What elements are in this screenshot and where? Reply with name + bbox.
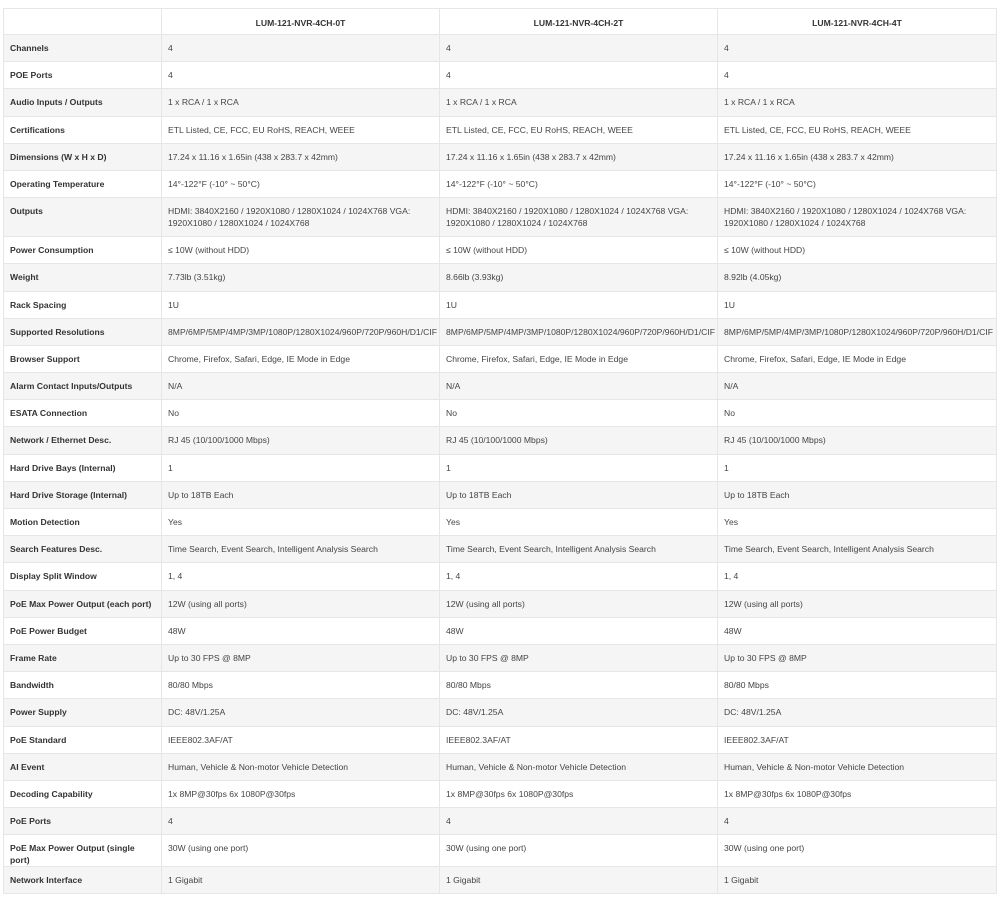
header-cell-corner [4, 9, 162, 35]
row-value: 1 Gigabit [440, 867, 718, 894]
row-value: Time Search, Event Search, Intelligent Analysis Search [162, 536, 440, 563]
row-value: 17.24 x 11.16 x 1.65in (438 x 283.7 x 42mm) [440, 143, 718, 170]
row-value: 1 [440, 454, 718, 481]
row-label: Power Consumption [4, 237, 162, 264]
table-row [4, 617, 997, 644]
table-row [4, 143, 997, 170]
row-label: PoE Ports [4, 808, 162, 835]
row-value: 1x 8MP@30fps 6x 1080P@30fps [440, 780, 718, 807]
row-value: Time Search, Event Search, Intelligent Analysis Search [440, 536, 718, 563]
row-label: Audio Inputs / Outputs [4, 89, 162, 116]
row-value: Human, Vehicle & Non-motor Vehicle Detection [162, 753, 440, 780]
row-label: PoE Max Power Output (single port) [4, 835, 162, 867]
row-value: IEEE802.3AF/AT [440, 726, 718, 753]
row-value: 1 x RCA / 1 x RCA [162, 89, 440, 116]
row-value: IEEE802.3AF/AT [718, 726, 997, 753]
row-value: 1 Gigabit [718, 867, 997, 894]
row-value: 8.92lb (4.05kg) [718, 264, 997, 291]
row-value: 8MP/6MP/5MP/4MP/3MP/1080P/1280X1024/960P/720P/960H/D1/CIF [718, 318, 997, 345]
row-value: 1, 4 [718, 563, 997, 590]
row-value: Chrome, Firefox, Safari, Edge, IE Mode in Edge [440, 345, 718, 372]
row-label: POE Ports [4, 62, 162, 89]
table-row [4, 427, 997, 454]
spec-comparison-table [3, 8, 997, 894]
row-value: ETL Listed, CE, FCC, EU RoHS, REACH, WEEE [440, 116, 718, 143]
row-value: Up to 30 FPS @ 8MP [440, 644, 718, 671]
row-value: ETL Listed, CE, FCC, EU RoHS, REACH, WEEE [718, 116, 997, 143]
table-row [4, 373, 997, 400]
row-value: 8MP/6MP/5MP/4MP/3MP/1080P/1280X1024/960P/720P/960H/D1/CIF [440, 318, 718, 345]
row-value: 12W (using all ports) [440, 590, 718, 617]
row-value: N/A [162, 373, 440, 400]
row-value: 4 [718, 808, 997, 835]
row-value: 1x 8MP@30fps 6x 1080P@30fps [162, 780, 440, 807]
table-header [4, 9, 997, 35]
row-value: No [718, 400, 997, 427]
table-row [4, 62, 997, 89]
row-label: Motion Detection [4, 509, 162, 536]
row-value: 14°-122°F (-10° ~ 50°C) [440, 170, 718, 197]
row-value: Yes [718, 509, 997, 536]
row-value: HDMI: 3840X2160 / 1920X1080 / 1280X1024 / 1024X768 VGA: 1920X1080 / 1280X1024 / 1024X768 [440, 198, 718, 237]
row-value: 80/80 Mbps [162, 672, 440, 699]
row-value: RJ 45 (10/100/1000 Mbps) [718, 427, 997, 454]
row-value: 1x 8MP@30fps 6x 1080P@30fps [718, 780, 997, 807]
row-value: 8.66lb (3.93kg) [440, 264, 718, 291]
row-label: AI Event [4, 753, 162, 780]
row-value: 17.24 x 11.16 x 1.65in (438 x 283.7 x 42mm) [718, 143, 997, 170]
row-value: 4 [440, 35, 718, 62]
row-label: Network Interface [4, 867, 162, 894]
row-value: ≤ 10W (without HDD) [718, 237, 997, 264]
row-value: 1 [718, 454, 997, 481]
table-row [4, 89, 997, 116]
row-label: Outputs [4, 198, 162, 237]
table-row [4, 237, 997, 264]
table-row [4, 808, 997, 835]
row-value: Chrome, Firefox, Safari, Edge, IE Mode in Edge [718, 345, 997, 372]
row-label: Weight [4, 264, 162, 291]
table-row [4, 726, 997, 753]
row-value: 30W (using one port) [718, 835, 997, 867]
row-label: Search Features Desc. [4, 536, 162, 563]
row-value: IEEE802.3AF/AT [162, 726, 440, 753]
row-label: Hard Drive Bays (Internal) [4, 454, 162, 481]
row-label: Bandwidth [4, 672, 162, 699]
row-value: RJ 45 (10/100/1000 Mbps) [162, 427, 440, 454]
row-value: 12W (using all ports) [162, 590, 440, 617]
row-label: PoE Power Budget [4, 617, 162, 644]
row-value: 4 [440, 62, 718, 89]
row-label: Operating Temperature [4, 170, 162, 197]
row-value: Up to 18TB Each [440, 481, 718, 508]
row-label: Power Supply [4, 699, 162, 726]
row-value: 4 [718, 35, 997, 62]
table-row [4, 400, 997, 427]
table-row [4, 563, 997, 590]
row-value: DC: 48V/1.25A [162, 699, 440, 726]
row-value: 4 [440, 808, 718, 835]
table-body [4, 35, 997, 894]
table-row [4, 835, 997, 867]
header-cell-model: LUM-121-NVR-4CH-0T [162, 9, 440, 35]
row-value: 48W [718, 617, 997, 644]
row-value: 1U [718, 291, 997, 318]
table-row [4, 867, 997, 894]
row-label: Supported Resolutions [4, 318, 162, 345]
table-row [4, 481, 997, 508]
row-value: 4 [162, 808, 440, 835]
row-value: Chrome, Firefox, Safari, Edge, IE Mode in Edge [162, 345, 440, 372]
row-value: 1 [162, 454, 440, 481]
row-value: 14°-122°F (-10° ~ 50°C) [162, 170, 440, 197]
row-label: Certifications [4, 116, 162, 143]
header-cell-model: LUM-121-NVR-4CH-2T [440, 9, 718, 35]
row-value: ≤ 10W (without HDD) [440, 237, 718, 264]
table-row [4, 264, 997, 291]
row-value: 48W [440, 617, 718, 644]
header-cell-model: LUM-121-NVR-4CH-4T [718, 9, 997, 35]
row-label: Channels [4, 35, 162, 62]
row-value: ETL Listed, CE, FCC, EU RoHS, REACH, WEEE [162, 116, 440, 143]
row-value: 1 Gigabit [162, 867, 440, 894]
row-value: 80/80 Mbps [718, 672, 997, 699]
spec-table-container [3, 8, 996, 894]
row-value: 1 x RCA / 1 x RCA [440, 89, 718, 116]
table-row [4, 699, 997, 726]
row-value: DC: 48V/1.25A [440, 699, 718, 726]
row-value: 80/80 Mbps [440, 672, 718, 699]
row-value: 1, 4 [440, 563, 718, 590]
row-value: 4 [162, 35, 440, 62]
row-label: Rack Spacing [4, 291, 162, 318]
row-value: 7.73lb (3.51kg) [162, 264, 440, 291]
row-value: 14°-122°F (-10° ~ 50°C) [718, 170, 997, 197]
row-value: 30W (using one port) [440, 835, 718, 867]
row-value: N/A [440, 373, 718, 400]
row-value: Human, Vehicle & Non-motor Vehicle Detection [440, 753, 718, 780]
table-row [4, 509, 997, 536]
table-row [4, 536, 997, 563]
row-label: PoE Standard [4, 726, 162, 753]
row-value: No [162, 400, 440, 427]
table-row [4, 644, 997, 671]
row-label: Hard Drive Storage (Internal) [4, 481, 162, 508]
row-label: Network / Ethernet Desc. [4, 427, 162, 454]
row-value: 17.24 x 11.16 x 1.65in (438 x 283.7 x 42mm) [162, 143, 440, 170]
row-value: 4 [162, 62, 440, 89]
table-row [4, 116, 997, 143]
header-row [4, 9, 997, 35]
row-label: Alarm Contact Inputs/Outputs [4, 373, 162, 400]
row-value: 1, 4 [162, 563, 440, 590]
row-value: Up to 18TB Each [162, 481, 440, 508]
row-value: 30W (using one port) [162, 835, 440, 867]
row-label: Browser Support [4, 345, 162, 372]
table-row [4, 590, 997, 617]
row-value: N/A [718, 373, 997, 400]
row-label: Frame Rate [4, 644, 162, 671]
row-value: ≤ 10W (without HDD) [162, 237, 440, 264]
row-label: ESATA Connection [4, 400, 162, 427]
table-row [4, 170, 997, 197]
table-row [4, 198, 997, 237]
row-label: Decoding Capability [4, 780, 162, 807]
row-value: 48W [162, 617, 440, 644]
table-row [4, 35, 997, 62]
row-value: 1U [440, 291, 718, 318]
row-value: Human, Vehicle & Non-motor Vehicle Detection [718, 753, 997, 780]
table-row [4, 672, 997, 699]
row-value: Yes [162, 509, 440, 536]
table-row [4, 291, 997, 318]
table-row [4, 780, 997, 807]
table-row [4, 454, 997, 481]
row-value: 1 x RCA / 1 x RCA [718, 89, 997, 116]
row-value: HDMI: 3840X2160 / 1920X1080 / 1280X1024 / 1024X768 VGA: 1920X1080 / 1280X1024 / 1024X768 [718, 198, 997, 237]
row-value: No [440, 400, 718, 427]
row-value: 1U [162, 291, 440, 318]
table-row [4, 318, 997, 345]
row-value: HDMI: 3840X2160 / 1920X1080 / 1280X1024 / 1024X768 VGA: 1920X1080 / 1280X1024 / 1024X768 [162, 198, 440, 237]
row-label: Display Split Window [4, 563, 162, 590]
row-value: 12W (using all ports) [718, 590, 997, 617]
row-label: Dimensions (W x H x D) [4, 143, 162, 170]
row-label: PoE Max Power Output (each port) [4, 590, 162, 617]
row-value: Up to 30 FPS @ 8MP [162, 644, 440, 671]
row-value: Yes [440, 509, 718, 536]
row-value: RJ 45 (10/100/1000 Mbps) [440, 427, 718, 454]
row-value: 4 [718, 62, 997, 89]
table-row [4, 345, 997, 372]
row-value: Up to 30 FPS @ 8MP [718, 644, 997, 671]
row-value: DC: 48V/1.25A [718, 699, 997, 726]
table-row [4, 753, 997, 780]
row-value: 8MP/6MP/5MP/4MP/3MP/1080P/1280X1024/960P/720P/960H/D1/CIF [162, 318, 440, 345]
row-value: Up to 18TB Each [718, 481, 997, 508]
row-value: Time Search, Event Search, Intelligent Analysis Search [718, 536, 997, 563]
